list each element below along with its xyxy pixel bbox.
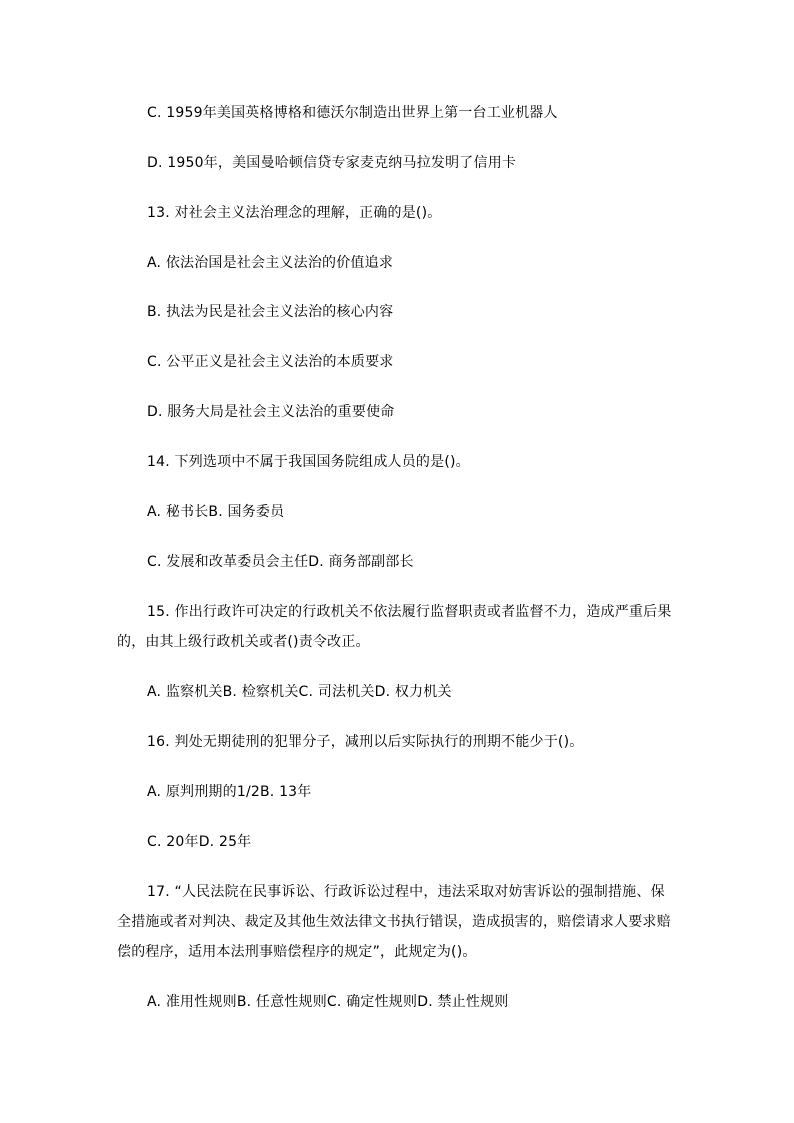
options-16cd: C. 20年D. 25年: [147, 834, 252, 850]
question-15-line-2: 的，由其上级行政机关或者()责令改正。: [117, 634, 370, 650]
options-17: A. 准用性规则B. 任意性规则C. 确定性规则D. 禁止性规则: [147, 994, 509, 1010]
option-12d: D. 1950年，美国曼哈顿信贷专家麦克纳马拉发明了信用卡: [147, 155, 517, 171]
options-14cd: C. 发展和改革委员会主任D. 商务部副部长: [147, 554, 414, 570]
option-13a: A. 依法治国是社会主义法治的价值追求: [147, 255, 394, 271]
options-16ab: A. 原判刑期的1/2B. 13年: [147, 784, 312, 800]
question-17-line-1: 17. “人民法院在民事诉讼、行政诉讼过程中，违法采取对妨害诉讼的强制措施、保: [147, 884, 665, 900]
options-14ab: A. 秘书长B. 国务委员: [147, 504, 285, 520]
question-15-line-1: 15. 作出行政许可决定的行政机关不依法履行监督职责或者监督不力，造成严重后果: [147, 604, 672, 620]
question-16: 16. 判处无期徒刑的犯罪分子，减刑以后实际执行的刑期不能少于()。: [147, 734, 584, 750]
option-13c: C. 公平正义是社会主义法治的本质要求: [147, 354, 394, 370]
question-14: 14. 下列选项中不属于我国国务院组成人员的是()。: [147, 454, 470, 470]
question-17-line-3: 偿的程序，适用本法刑事赔偿程序的规定”，此规定为()。: [117, 944, 477, 960]
option-13d: D. 服务大局是社会主义法治的重要使命: [147, 404, 395, 420]
question-17-line-2: 全措施或者对判决、裁定及其他生效法律文书执行错误，造成损害的，赔偿请求人要求赔: [117, 914, 671, 930]
option-13b: B. 执法为民是社会主义法治的核心内容: [147, 304, 394, 320]
option-12c: C. 1959年美国英格博格和德沃尔制造出世界上第一台工业机器人: [147, 105, 558, 121]
options-15: A. 监察机关B. 检察机关C. 司法机关D. 权力机关: [147, 684, 452, 700]
question-13: 13. 对社会主义法治理念的理解，正确的是()。: [147, 205, 442, 221]
